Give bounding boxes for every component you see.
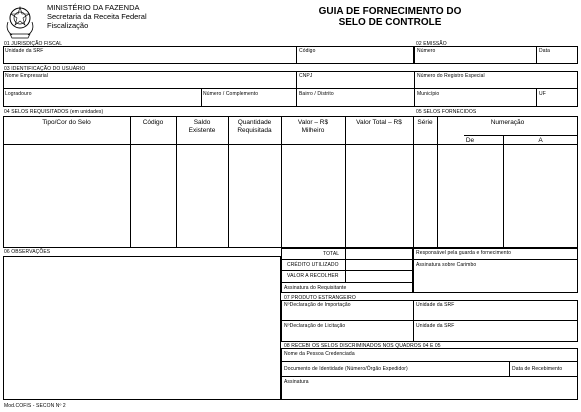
- section-01-title: 01 JURISDIÇÃO FISCAL: [4, 41, 63, 47]
- ministry-line-2: Secretaria da Receita Federal: [47, 12, 147, 21]
- registro-especial-label: Número do Registro Especial: [417, 73, 485, 79]
- total-label: TOTAL: [323, 251, 340, 257]
- form-model-code: Mod.COFIS - SECON Nº 2: [4, 403, 66, 409]
- col-saldo-2: Existente: [188, 127, 216, 134]
- col-quantidade-1: Quantidade: [237, 119, 272, 126]
- municipio-label: Município: [417, 91, 440, 97]
- form-title-line-1: GUIA DE FORNECIMENTO DO: [318, 6, 462, 17]
- section-05-title: 05 SELOS FORNECIDOS: [416, 109, 477, 115]
- responsavel-label: Responsável pela guarda e fornecimento: [416, 250, 511, 256]
- logradouro-label: Logradouro: [5, 91, 32, 97]
- assinatura-carimbo-label: Assinatura sobre Carimbo: [416, 262, 477, 268]
- col-valor-1: Valor – R$: [297, 119, 329, 126]
- col-de: De: [465, 137, 475, 144]
- unidade-srf-label: Unidade da SRF: [5, 48, 44, 54]
- section-07-title: 07 PRODUTO ESTRANGEIRO: [284, 295, 356, 301]
- section-03-title: 03 IDENTIFICAÇÃO DO USUÁRIO: [4, 66, 86, 72]
- unidade-srf-licitacao-label: Unidade da SRF: [416, 323, 455, 329]
- nome-pessoa-label: Nome da Pessoa Credenciada: [284, 351, 355, 357]
- cnpj-label: CNPJ: [299, 73, 313, 79]
- assinatura-label: Assinatura: [284, 379, 309, 385]
- col-codigo: Código: [142, 119, 164, 126]
- section-06-title: 06 OBSERVAÇÕES: [4, 249, 51, 255]
- col-quantidade-2: Requisitada: [237, 127, 272, 134]
- assinatura-requisitante-label: Assinatura do Requisitante: [284, 285, 347, 291]
- col-numeracao: Numeração: [490, 119, 525, 126]
- decl-importacao-label: NºDeclaração de Importação: [284, 302, 351, 308]
- observacoes-box[interactable]: [3, 256, 281, 400]
- col-tipo-cor: Tipo/Cor do Selo: [42, 119, 91, 126]
- section-04-title: 04 SELOS REQUISITADOS (em unidades): [4, 109, 104, 115]
- data-recebimento-label: Data de Recebimento: [512, 366, 563, 372]
- col-valor-total: Valor Total – R$: [356, 119, 402, 126]
- documento-identidade-label: Documento de Identidade (Número/Órgão Expedidor): [284, 366, 408, 372]
- ministry-line-3: Fiscalização: [47, 21, 89, 30]
- bairro-label: Bairro / Distrito: [299, 91, 334, 97]
- nome-empresarial-label: Nome Empresarial: [5, 73, 49, 79]
- section-03-box: [3, 71, 578, 107]
- section-08-title: 08 RECEBI OS SELOS DISCRIMINADOS NOS QUADROS 04 E 05: [284, 343, 441, 349]
- numero-label: Número: [417, 48, 436, 54]
- numero-complemento-label: Número / Complemento: [203, 91, 259, 97]
- form-title-line-2: SELO DE CONTROLE: [338, 17, 442, 28]
- uf-label: UF: [539, 91, 546, 97]
- col-valor-2: Milheiro: [301, 127, 325, 134]
- decl-licitacao-label: NºDeclaração de Licitação: [284, 323, 346, 329]
- data-label: Data: [539, 48, 550, 54]
- credito-utilizado-label: CRÉDITO UTILIZADO: [287, 262, 339, 268]
- col-serie: Série: [417, 119, 433, 126]
- section-02-title: 02 EMISSÃO: [416, 41, 447, 47]
- valor-recolher-label: VALOR A RECOLHER: [287, 273, 339, 279]
- section-01-box: [3, 46, 414, 64]
- codigo-label: Código: [299, 48, 316, 54]
- ministry-line-1: MINISTÉRIO DA FAZENDA: [47, 3, 140, 12]
- col-a: A: [538, 137, 543, 144]
- coat-of-arms-icon: [3, 4, 37, 40]
- unidade-srf-importacao-label: Unidade da SRF: [416, 302, 455, 308]
- section-02-box: [414, 46, 578, 64]
- col-saldo-1: Saldo: [193, 119, 211, 126]
